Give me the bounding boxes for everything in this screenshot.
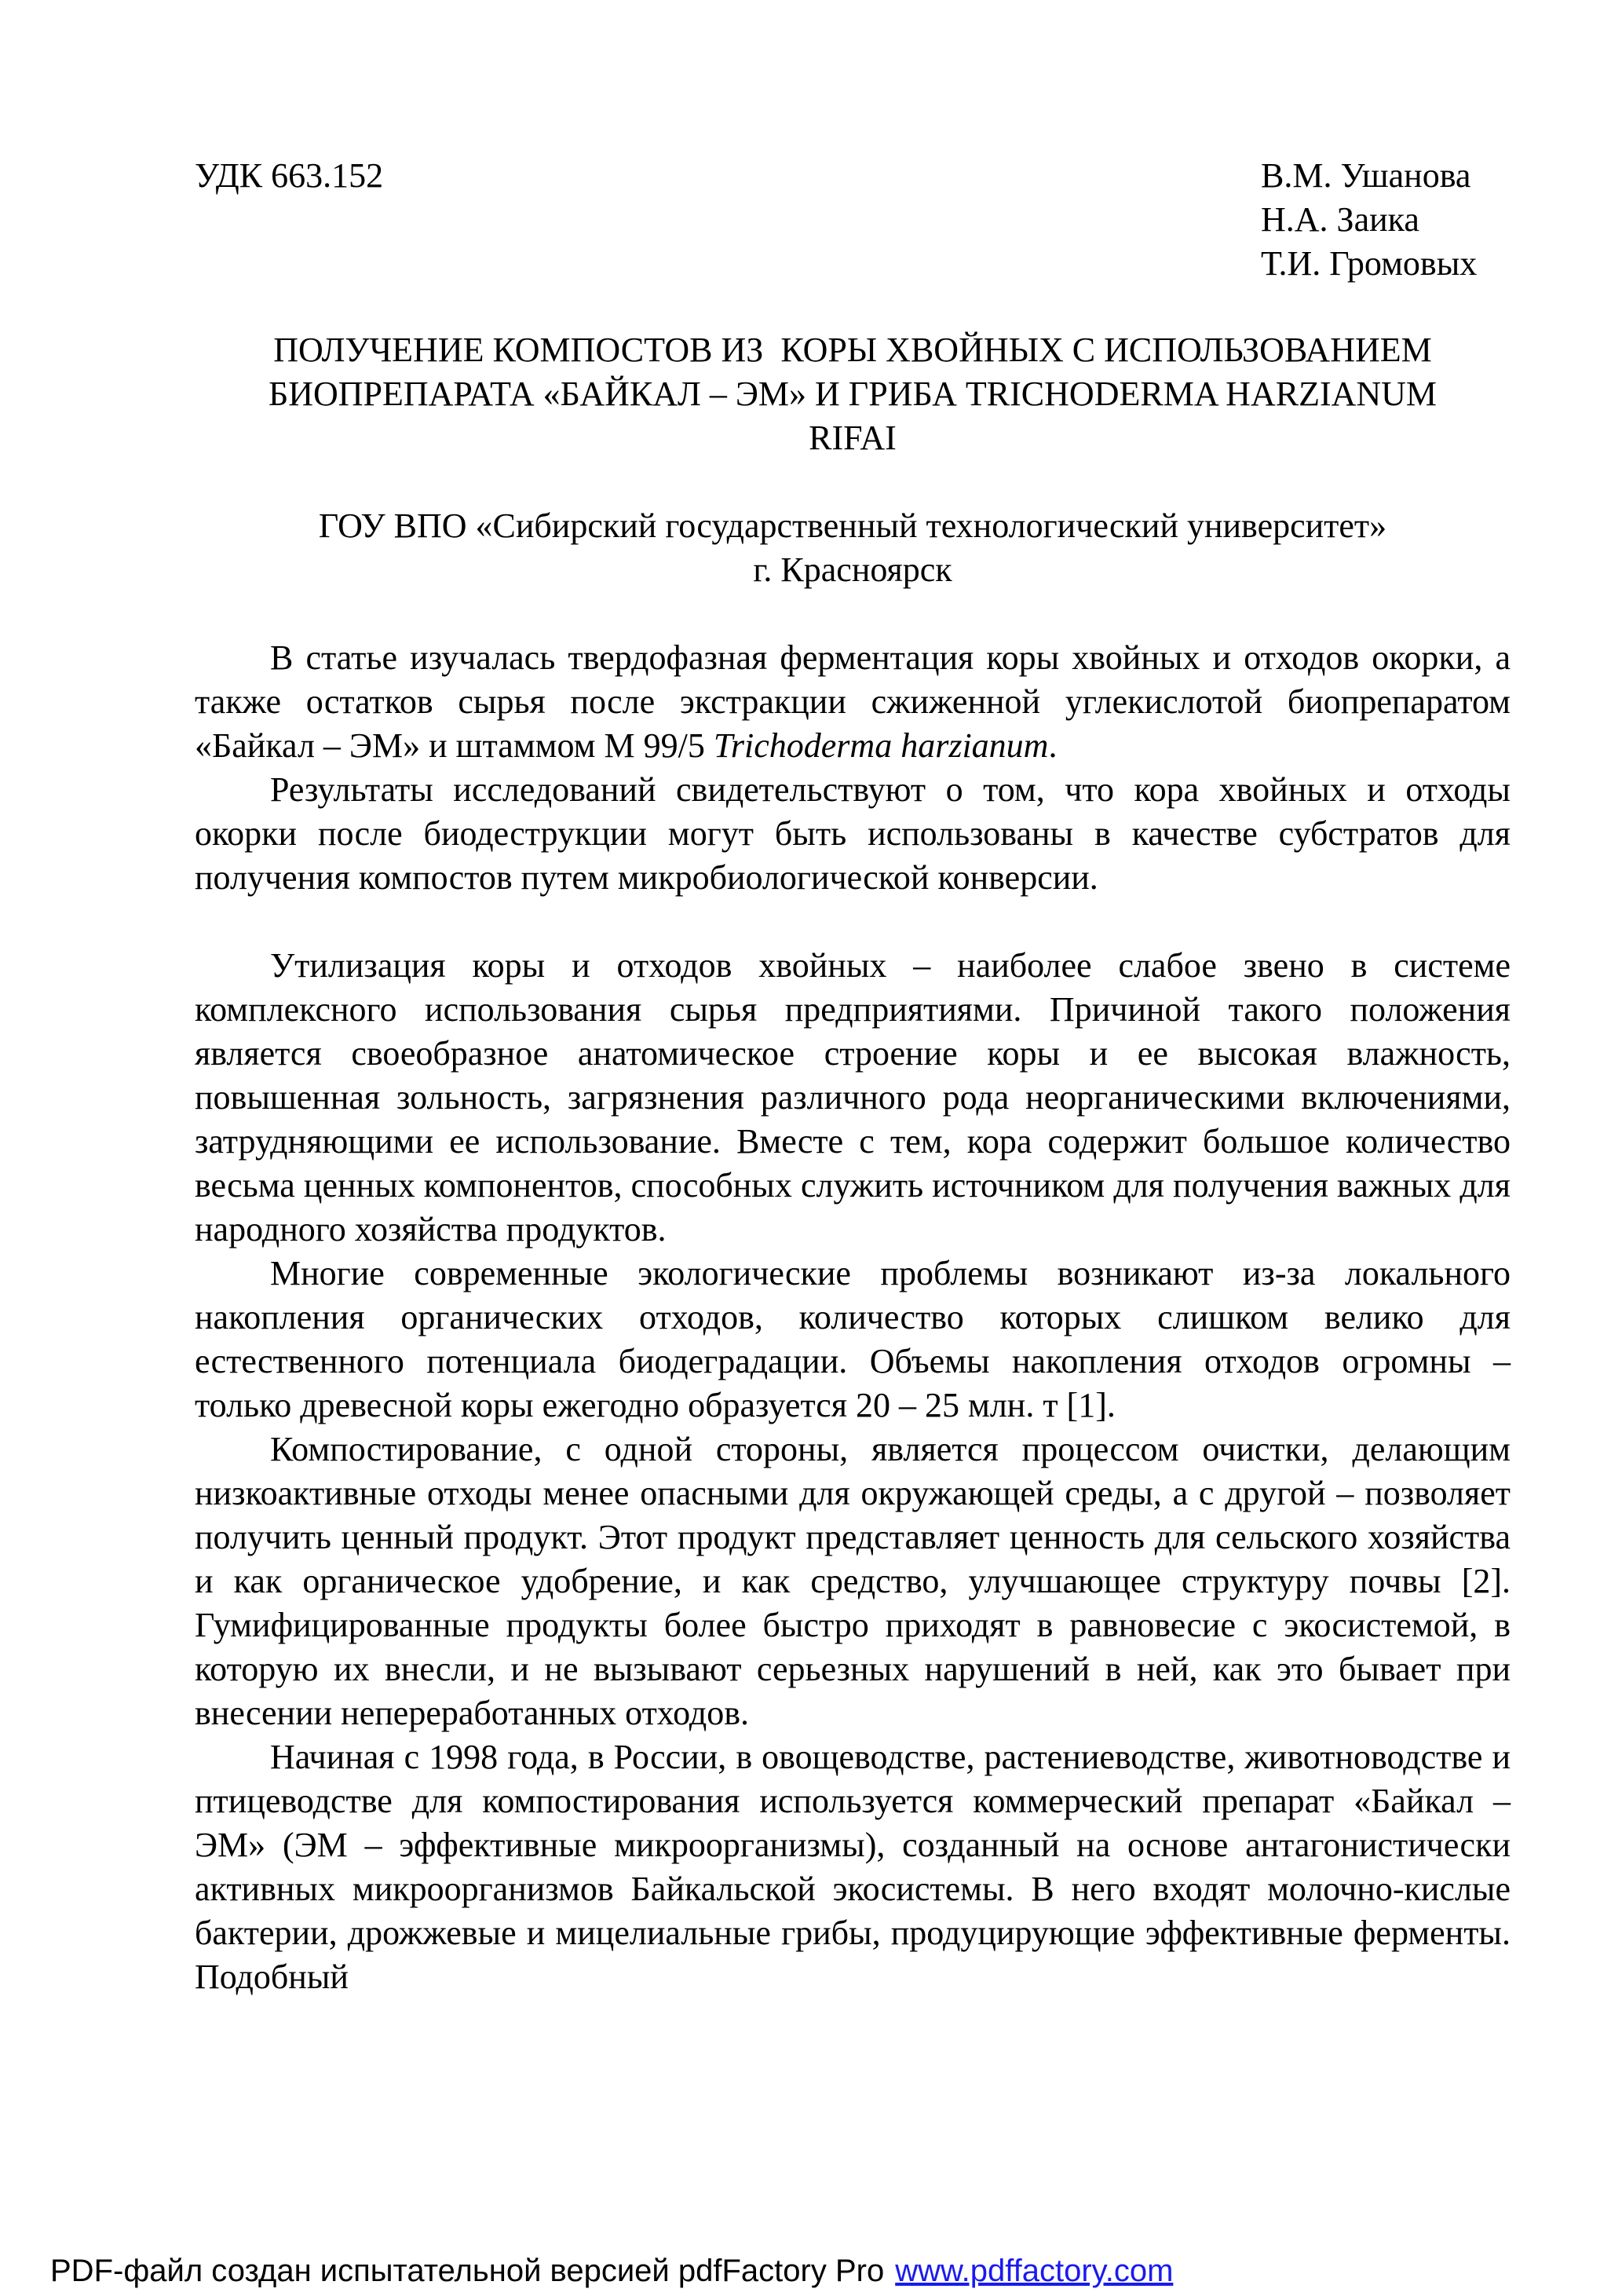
- header-row: [195, 154, 1511, 286]
- article-body: [195, 944, 1511, 1999]
- document-page: [195, 154, 1511, 1999]
- abstract: [195, 636, 1511, 900]
- body-paragraph: Начиная с 1998 года, в России, в овощеводстве, растениеводстве, животноводстве и птицеводстве для компостирования используется коммерческий препарат «Байкал – ЭМ» (ЭМ – эффективные микроорганизмы), созданный на основе антагонистически активных микроорганизмов Байкальской экосистемы. В него входят молочно-кислые бактерии, дрожжевые и мицелиальные грибы, продуцирующие эффективные ферменты. Подобный: [195, 1738, 1511, 1996]
- organization-name: ГОУ ВПО «Сибирский государственный технологический университет»: [318, 506, 1387, 545]
- abstract-paragraph-2: Результаты исследований свидетельствуют о том, что кора хвойных и отходы окорки после биодеструкции могут быть использованы в качестве субстратов для получения компостов путем микробиологической конверсии.: [195, 770, 1511, 897]
- footer-link[interactable]: www.pdffactory.com: [895, 2254, 1174, 2288]
- author-3: Т.И. Громовых: [1261, 244, 1478, 283]
- organization-city: г. Красноярск: [753, 550, 952, 589]
- author-2: Н.А. Заика: [1261, 200, 1419, 239]
- pdf-footer: [50, 2252, 1173, 2290]
- species-name: Trichoderma harzianum: [713, 726, 1049, 765]
- title-line-2: БИОПРЕПАРАТА «БАЙКАЛ – ЭМ» И ГРИБА TRICHODERMA HARZIANUM: [268, 375, 1438, 413]
- title-line-1: ПОЛУЧЕНИЕ КОМПОСТОВ ИЗ КОРЫ ХВОЙНЫХ С ИСПОЛЬЗОВАНИЕМ: [273, 331, 1432, 369]
- abstract-p1-text: В статье изучалась твердофазная ферментация коры хвойных и отходов окорки, а также остатков сырья после экстракции сжиженной углекислотой биопрепаратом «Байкал – ЭМ» и штаммом М 99/5: [195, 638, 1511, 765]
- abstract-paragraph-1: [195, 636, 1511, 768]
- abstract-p1-end: .: [1048, 726, 1058, 765]
- body-paragraph: Утилизация коры и отходов хвойных – наиболее слабое звено в системе комплексного использования сырья предприятиями. Причиной такого положения является своеобразное анатомическое строение коры и ее высокая влажность, повышенная зольность, загрязнения различного рода неорганическими включениями, затрудняющими ее использование. Вместе с тем, кора содержит большое количество весьма ценных компонентов, способных служить источником для получения важных для народного хозяйства продуктов.: [195, 946, 1511, 1249]
- author-list: [1261, 154, 1511, 286]
- article-title: [195, 328, 1511, 460]
- title-line-3: RIFAI: [809, 419, 897, 457]
- organization-block: [195, 504, 1511, 592]
- author-1: В.М. Ушанова: [1261, 156, 1471, 195]
- udc-code: УДК 663.152: [195, 156, 384, 195]
- footer-text: PDF-файл создан испытательной версией pdfFactory Pro: [50, 2254, 885, 2288]
- body-paragraph: Многие современные экологические проблемы возникают из-за локального накопления органических отходов, количество которых слишком велико для естественного потенциала биодеградации. Объемы накопления отходов огромны – только древесной коры ежегодно образуется 20 – 25 млн. т [1].: [195, 1254, 1511, 1424]
- body-paragraph: Компостирование, с одной стороны, является процессом очистки, делающим низкоактивные отходы менее опасными для окружающей среды, а с другой – позволяет получить ценный продукт. Этот продукт представляет ценность для сельского хозяйства и как органическое удобрение, и как средство, улучшающее структуру почвы [2]. Гумифицированные продукты более быстро приходят в равновесие с экосистемой, в которую их внесли, и не вызывают серьезных нарушений в ней, как это бывает при внесении непереработанных отходов.: [195, 1430, 1511, 1732]
